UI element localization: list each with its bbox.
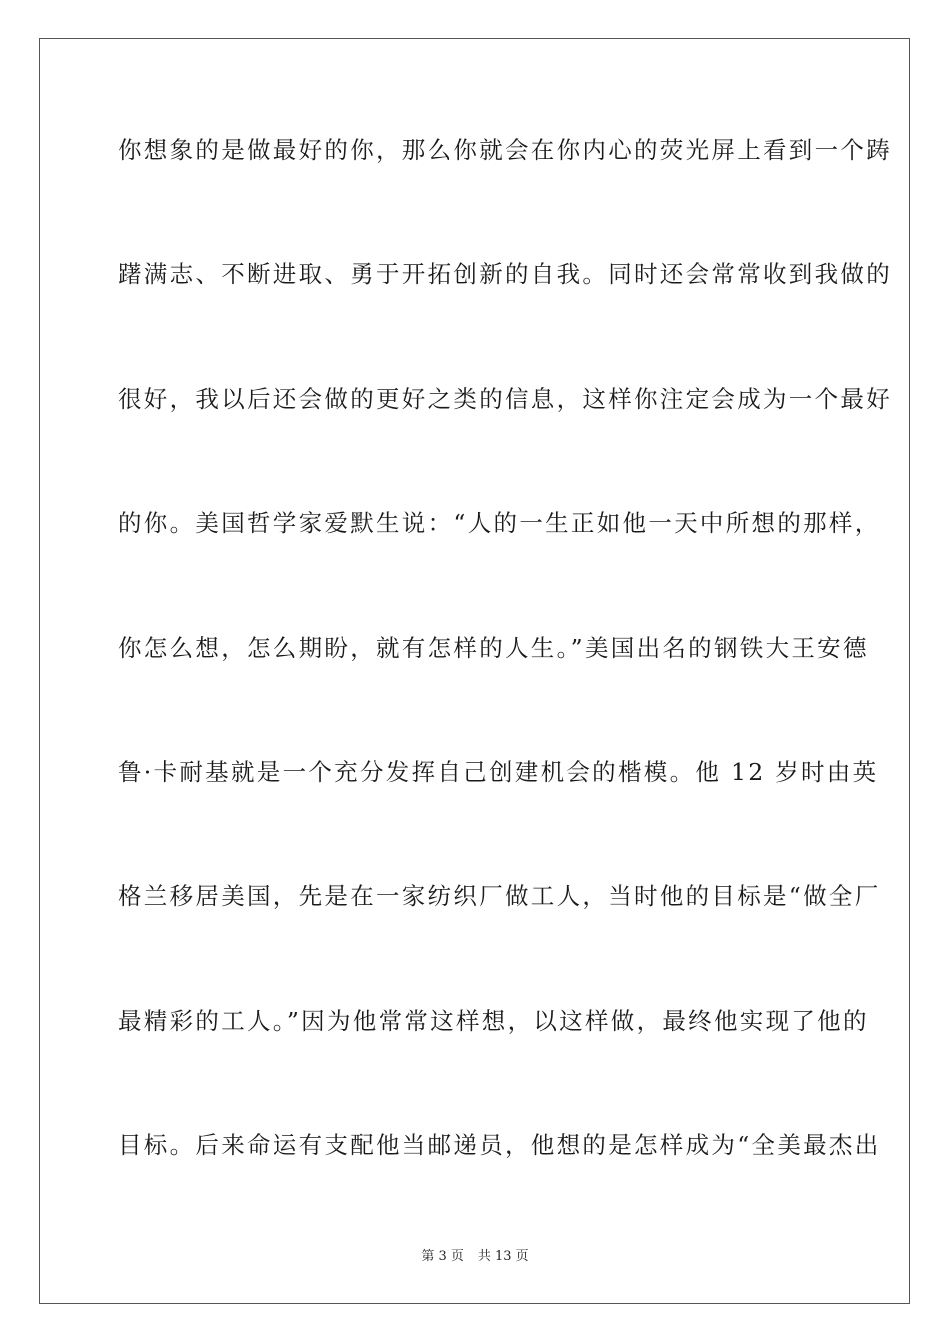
text-line: 鲁·卡耐基就是一个充分发挥自己创建机会的楷模。他 12 岁时由英 [118, 757, 879, 786]
text-line: 目标。后来命运有支配他当邮递员，他想的是怎样成为“全美最杰出 [118, 1131, 881, 1160]
text-line: 最精彩的工人。”因为他常常这样想，以这样做，最终他实现了他的 [118, 1006, 869, 1035]
total-pages: 共 13 页 [477, 1249, 529, 1264]
document-body [118, 128, 892, 1248]
text-line: 格兰移居美国，先是在一家纺织厂做工人，当时他的目标是“做全厂 [118, 882, 881, 911]
page-footer [0, 1249, 950, 1265]
text-line: 躇满志、不断进取、勇于开拓创新的自我。同时还会常常收到我做的 [118, 260, 892, 289]
page-number: 第 3 页 [421, 1249, 464, 1264]
text-line: 你想象的是做最好的你，那么你就会在你内心的荧光屏上看到一个踌 [118, 136, 892, 164]
text-line: 的你。美国哲学家爱默生说：“人的一生正如他一天中所想的那样， [118, 509, 881, 538]
text-line: 很好，我以后还会做的更好之类的信息，这样你注定会成为一个最好 [118, 384, 892, 413]
text-line: 你怎么想，怎么期盼，就有怎样的人生。”美国出名的钢铁大王安德 [118, 633, 869, 662]
